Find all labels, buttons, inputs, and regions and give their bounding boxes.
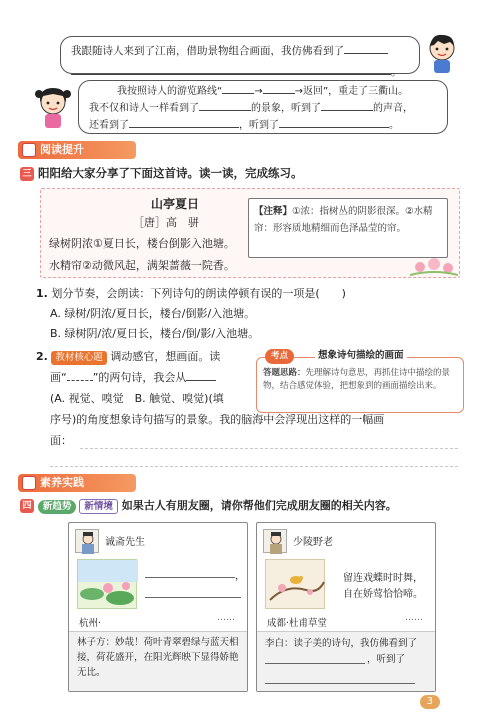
answer-blank[interactable] xyxy=(344,40,388,54)
avatar xyxy=(263,529,287,553)
answer-line[interactable] xyxy=(145,577,235,578)
poem-author: ［唐］高 骈 xyxy=(133,216,199,229)
bubble1-text: 我跟随诗人来到了江南，借助景物组合画面，我仿佛看到了 xyxy=(71,45,344,57)
tip-tag: 考点 xyxy=(265,349,294,364)
context-tag: 新情境 xyxy=(79,499,118,514)
answer-blank[interactable] xyxy=(67,368,93,381)
subquestion-2: 2. 教材核心题 调动感官，想画面。读 画“ ”的两句诗，我会从 (A. 视觉、嗅觉 B. 触觉、嗅觉)(填 序号)的角度想象诗句描写的景象。我的脑海中会浮现出这样的一幅画 面： xyxy=(36,350,385,447)
tip-title: 想象诗句描绘的画面 xyxy=(315,349,407,362)
card1-name: 诚斋先生 xyxy=(105,537,145,548)
poem-title: 山亭夏日 xyxy=(151,197,200,211)
poem-line-1: 绿树阴浓①夏日长，楼台倒影入池塘。 xyxy=(49,237,235,250)
answer-line[interactable] xyxy=(80,448,458,449)
pencil-icon xyxy=(22,476,36,490)
question-number: 四 xyxy=(20,499,34,513)
answer-line[interactable] xyxy=(50,466,458,467)
card1-dots[interactable]: …… xyxy=(217,613,235,623)
trend-tag: 新趋势 xyxy=(38,500,77,514)
card2-name: 少陵野老 xyxy=(293,537,333,548)
question-3: 三 阳阳给大家分享了下面这首诗。读一读，完成练习。 xyxy=(20,165,303,181)
answer-line[interactable] xyxy=(265,663,365,664)
answer-blank[interactable] xyxy=(279,117,389,128)
bird-image xyxy=(265,559,325,609)
speech-bubble-top: 我跟随诗人来到了江南，借助景物组合画面，我仿佛看到了 。 xyxy=(60,36,420,74)
answer-blank[interactable] xyxy=(222,83,254,94)
answer-blank[interactable] xyxy=(129,117,239,128)
card2-dots[interactable]: …… xyxy=(405,613,423,623)
lotus-image xyxy=(77,559,137,609)
speech-bubble-middle: 我按照诗人的游览路线“ → →返回”，重走了三衢山。 我不仅和诗人一样看到了 的景象，听到了 的声音， 还看到了 ，听到了 。 xyxy=(78,80,448,134)
card2-comment-1: 李白：读子美的诗句，我仿佛看到了 xyxy=(265,638,418,649)
book-icon xyxy=(22,143,36,157)
avatar xyxy=(75,529,99,553)
card2-verse-1: 留连戏蝶时时舞， xyxy=(343,573,423,584)
answer-blank[interactable] xyxy=(263,83,295,94)
card2-location: 成都·杜甫草堂 xyxy=(267,618,328,629)
question-4: 四 新趋势 新情境 如果古人有朋友圈，请你帮他们完成朋友圈的相关内容。 xyxy=(20,497,397,514)
answer-line[interactable] xyxy=(265,683,415,684)
annotation-box: 【注释】①浓：指树丛的阴影很深。②水精帘：形容质地精细而色泽晶莹的帘。 xyxy=(248,198,448,258)
page-number: 3 xyxy=(420,695,440,709)
tip-box: 考点 想象诗句描绘的画面 答题思路：先理解诗句意思，再抓住诗中描绘的景物，结合感觉体验，把想象到的画面描绘出来。 xyxy=(256,357,464,413)
card1-location: 杭州· xyxy=(79,618,102,629)
answer-blank[interactable] xyxy=(186,368,216,381)
section-heading-reading: 阅读提升 xyxy=(18,141,136,159)
moments-card-2 xyxy=(256,522,436,692)
answer-line[interactable] xyxy=(145,597,241,598)
card2-verse-2: 自在娇莺恰恰啼。 xyxy=(343,589,423,600)
question-number: 三 xyxy=(20,167,34,181)
moments-card-1: 诚斋先生 ， 杭州· …… 林子方：妙哉！荷叶青翠碧绿与蓝天相接，荷花盛开，在阳光辉映下显得娇艳无比。 xyxy=(68,522,248,692)
poem-line-2: 水精帘②动微风起，满架蔷薇一院香。 xyxy=(49,259,235,272)
option-b[interactable]: B. 绿树阴/浓/夏日长，楼台/倒/影/入池塘。 xyxy=(50,327,260,340)
answer-blank[interactable] xyxy=(199,100,251,111)
option-a[interactable]: A. 绿树/阴浓/夏日长，楼台/倒影/入池塘。 xyxy=(50,307,256,320)
answer-blank[interactable] xyxy=(71,61,391,75)
subquestion-1: 1. 划分节奏，会朗读：下列诗句的朗读停顿有误的一项是( ) A. 绿树/阴浓/夏日长，楼台/倒影/入池塘。 B. 绿树阴/浓/夏日长，楼台/倒/影/入池塘。 xyxy=(36,284,346,344)
section-heading-practice: 素养实践 xyxy=(18,474,136,492)
girl-avatar xyxy=(33,84,73,130)
card1-comment: 林子方：妙哉！荷叶青翠碧绿与蓝天相接，荷花盛开，在阳光辉映下显得娇艳无比。 xyxy=(77,637,239,678)
flower-decoration xyxy=(410,255,458,277)
card2-comment-2: ，听到了 xyxy=(367,654,406,665)
core-tag: 教材核心题 xyxy=(51,351,107,365)
boy-avatar xyxy=(424,32,460,74)
answer-blank[interactable] xyxy=(321,100,373,111)
